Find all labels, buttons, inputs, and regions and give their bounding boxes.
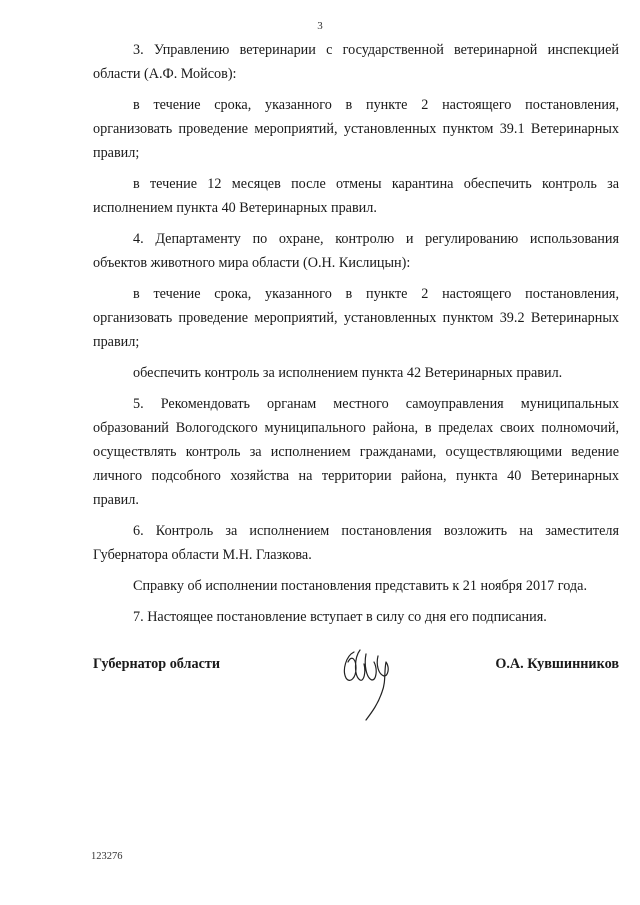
document-code: 123276: [91, 851, 123, 862]
page-number: 3: [317, 20, 323, 32]
paragraph-item-3-1: в течение срока, указанного в пункте 2 настоящего постановления, организовать проведение мероприятий, установленных пунктом 39.1 Ветеринарных правил;: [93, 97, 619, 161]
signatory-name: О.А. Кувшинников: [495, 656, 619, 672]
paragraph-report-deadline: Справку об исполнении постановления представить к 21 ноября 2017 года.: [133, 578, 587, 594]
signatory-title: Губернатор области: [93, 656, 221, 672]
paragraph-item-4-1: в течение срока, указанного в пункте 2 настоящего постановления, организовать проведение мероприятий, установленных пунктом 39.2 Ветеринарных правил;: [93, 286, 619, 350]
paragraph-item-3-2: в течение 12 месяцев после отмены карантина обеспечить контроль за исполнением пункта 40 Ветеринарных правил.: [93, 176, 619, 216]
paragraph-item-5: 5. Рекомендовать органам местного самоуправления муниципальных образований Вологодского муниципального района, в пределах своих полномочий, осуществлять контроль за исполнением гражданами, осуществляющими ведение личного подсобного хозяйства на территории района, пункта 40 Ветеринарных правил.: [93, 396, 619, 508]
paragraph-item-7: 7. Настоящее постановление вступает в силу со дня его подписания.: [133, 609, 547, 625]
paragraph-item-4: 4. Департаменту по охране, контролю и регулированию использования объектов животного мира области (О.Н. Кислицын):: [93, 231, 619, 271]
document-body: [93, 38, 619, 629]
paragraph-item-6: 6. Контроль за исполнением постановления возложить на заместителя Губернатора области М.Н. Глазкова.: [93, 523, 619, 563]
paragraph-item-4-2: обеспечить контроль за исполнением пункта 42 Ветеринарных правил.: [133, 365, 563, 381]
handwritten-signature-icon: [336, 642, 406, 722]
signature-block: [93, 654, 619, 734]
paragraph-item-3: 3. Управлению ветеринарии с государственной ветеринарной инспекцией области (А.Ф. Мойсов):: [93, 42, 619, 82]
